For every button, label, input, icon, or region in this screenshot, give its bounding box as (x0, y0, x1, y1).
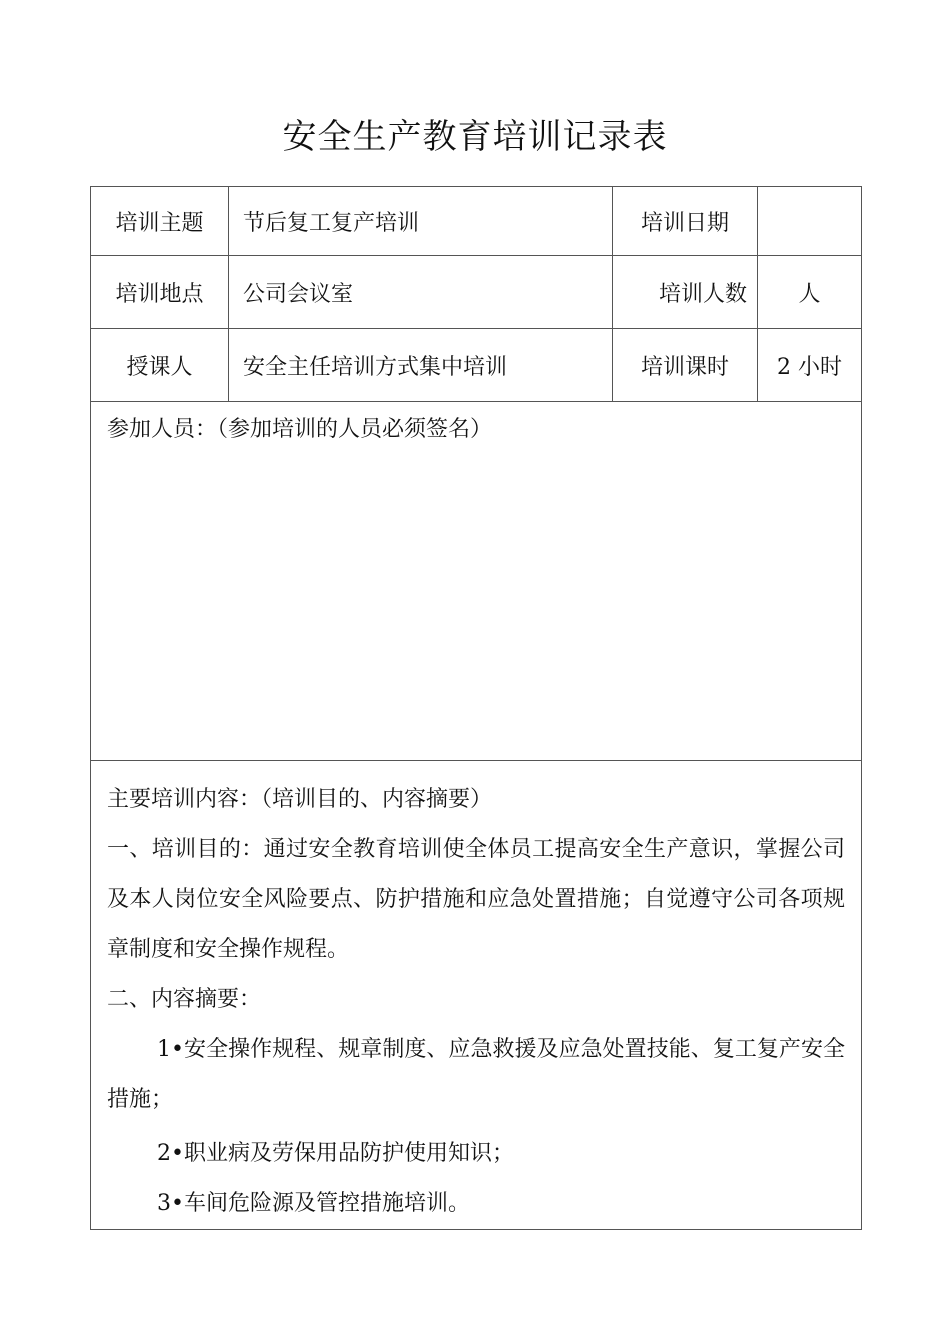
content-cell (91, 761, 862, 1230)
table-row (91, 761, 862, 1230)
content-item: 2•职业病及劳保用品防护使用知识； (157, 1141, 514, 1166)
headcount-value: 人 (758, 256, 862, 329)
topic-label: 培训主题 (91, 187, 229, 256)
hours-value: 2 小时 (758, 329, 862, 402)
training-record-table (90, 186, 862, 1230)
table-row (91, 256, 862, 329)
date-label: 培训日期 (613, 187, 758, 256)
content-item: 1•安全操作规程、规章制度、应急救援及应急处置技能、复工复产安全措施； (107, 1037, 845, 1112)
topic-value: 节后复工复产培训 (229, 187, 613, 256)
table-row (91, 402, 862, 761)
table-row (91, 187, 862, 256)
participants-label: 参加人员：（参加培训的人员必须签名） (107, 417, 493, 442)
content-heading: 主要培训内容：（培训目的、内容摘要） (107, 787, 493, 812)
content-summary-heading: 二、内容摘要： (107, 987, 262, 1012)
location-value: 公司会议室 (229, 256, 613, 329)
content-purpose: 一、培训目的：通过安全教育培训使全体员工提高安全生产意识，掌握公司及本人岗位安全风险要点、防护措施和应急处置措施；自觉遵守公司各项规章制度和安全操作规程。 (107, 837, 845, 962)
lecturer-value: 安全主任培训方式集中培训 (229, 329, 613, 402)
table-row (91, 329, 862, 402)
content-item: 3•车间危险源及管控措施培训。 (157, 1191, 470, 1216)
lecturer-label: 授课人 (91, 329, 229, 402)
date-value (758, 187, 862, 256)
headcount-label: 培训人数 (613, 256, 758, 329)
location-label: 培训地点 (91, 256, 229, 329)
participants-cell (91, 402, 862, 761)
hours-label: 培训课时 (613, 329, 758, 402)
document-title: 安全生产教育培训记录表 (282, 117, 668, 157)
